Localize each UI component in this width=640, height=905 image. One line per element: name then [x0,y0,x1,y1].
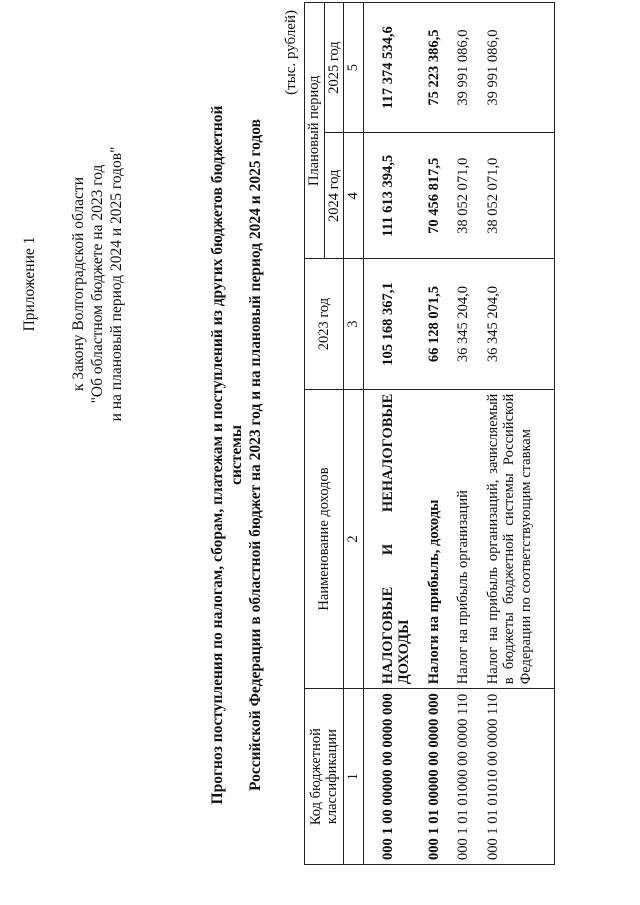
row-value-2025: 117 374 534,6 [363,3,414,133]
row-value-2024: 70 456 817,5 [414,133,444,259]
header-code: Код бюджетной классификации [305,689,344,865]
row-code: 000 1 01 00000 00 0000 000 [414,689,444,865]
revenue-table [304,2,555,865]
appendix-law-ref: к Закону Волгоградской области [70,176,87,392]
header-name: Наименование доходов [305,389,344,689]
row-value-2023: 66 128 071,5 [414,259,444,389]
document-title [208,105,265,805]
row-value-2023: 105 168 367,1 [363,259,414,389]
document-title-line-2: Российской Федерации в областной бюджет на 2023 год и на плановый период 2024 и 2025 годов [247,119,264,791]
row-value-2024: 38 052 071,0 [443,133,473,259]
row-value-2025: 39 991 086,0 [473,3,555,133]
table-row [443,3,473,865]
row-value-2023: 36 345 204,0 [443,259,473,389]
row-value-2024: 38 052 071,0 [473,133,555,259]
row-value-2025: 39 991 086,0 [443,3,473,133]
header-year-2025: 2025 год [324,3,344,133]
table-row [414,3,444,865]
row-code: 000 1 01 01000 00 0000 110 [443,689,473,865]
table-row [473,3,555,865]
column-number-2: 2 [344,389,364,689]
row-name: Налоги на прибыль, доходы [414,389,444,689]
row-code: 000 1 00 00000 00 0000 000 [363,689,414,865]
row-value-2025: 75 223 386,5 [414,3,444,133]
header-year-2024: 2024 год [324,133,344,259]
header-year-2023: 2023 год [305,259,344,389]
appendix-header [20,104,126,464]
column-number-4: 4 [344,133,364,259]
table-row [363,3,414,865]
row-value-2023: 36 345 204,0 [473,259,555,389]
row-name: Налог на прибыль организаций, зачисляемый в бюджеты бюджетной системы Российской Федерации по соответствующим ставкам [473,389,555,689]
units-label: (тыс. рублей) [283,10,299,95]
column-number-5: 5 [344,3,364,133]
header-planned-period: Плановый период [305,3,325,260]
appendix-number: Приложение 1 [21,236,38,332]
row-value-2024: 111 613 394,5 [363,133,414,259]
row-name: Налог на прибыль организаций [443,389,473,689]
column-number-1: 1 [344,689,364,865]
row-name: НАЛОГОВЫЕ И НЕНАЛОГОВЫЕ ДОХОДЫ [363,389,414,689]
row-code: 000 1 01 01010 00 0000 110 [473,689,555,865]
document-title-line-1: Прогноз поступления по налогам, сборам, платежам и поступлений из других бюджетов бюджетной системы [209,105,245,805]
appendix-law-title-2: и на плановый период 2024 и 2025 годов" [108,146,125,422]
appendix-law-title-1: "Об областном бюджете на 2023 год [89,164,106,404]
column-number-3: 3 [344,259,364,389]
